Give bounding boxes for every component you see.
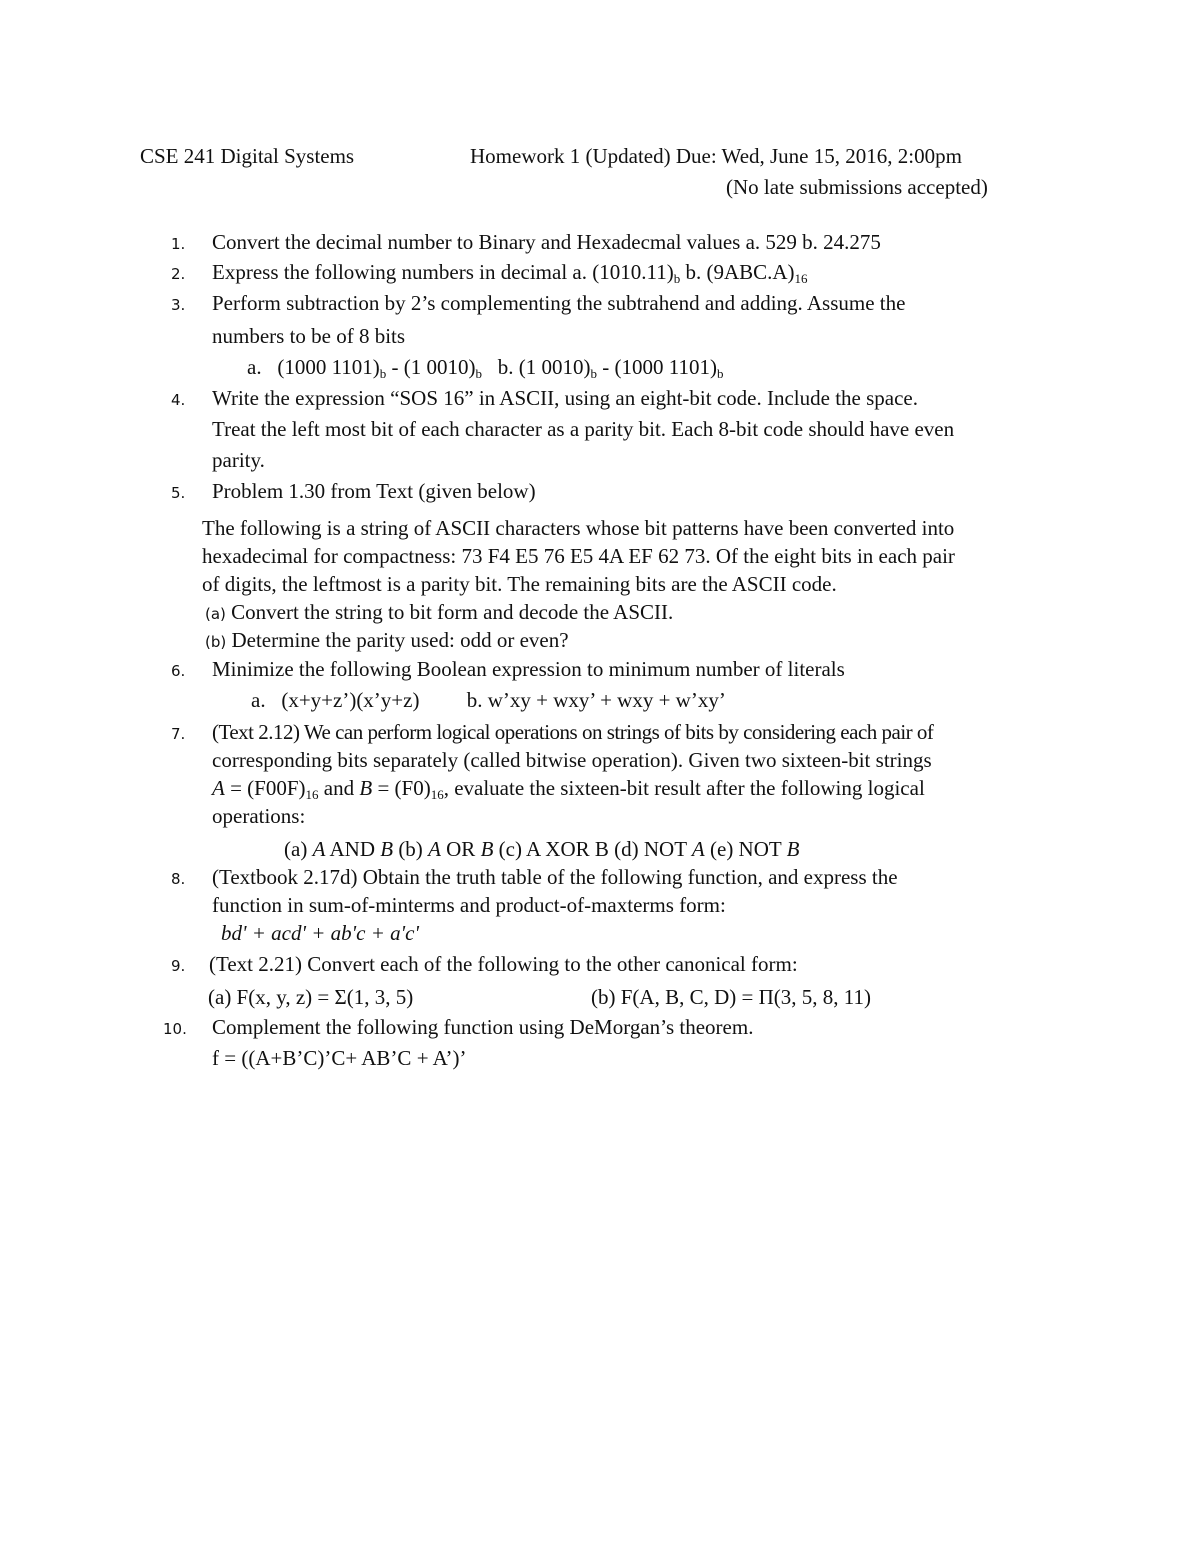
question-text-line-2: Treat the left most bit of each character as a parity bit. Each 8-bit code should have even xyxy=(212,417,955,441)
question-text-line-1: Perform subtraction by 2’s complementing the subtrahend and adding. Assume the xyxy=(212,291,906,315)
question-text: Complement the following function using DeMorgan’s theorem. xyxy=(212,1015,754,1039)
question-number: 8. xyxy=(171,870,186,888)
question-6-parts: a. (x+y+z’)(x’y+z) b. w’xy + wxy’ + wxy + w’xy’ xyxy=(251,688,726,712)
question-number: 7. xyxy=(171,725,186,743)
question-number: 4. xyxy=(171,391,186,409)
question-text: Convert the decimal number to Binary and Hexadecmal values a. 529 b. 24.275 xyxy=(212,230,881,254)
question-text-line-3: parity. xyxy=(212,448,265,472)
question-number: 2. xyxy=(171,265,186,283)
question-number: 6. xyxy=(171,662,186,680)
problem-part-b: (b) Determine the parity used: odd or even? xyxy=(205,628,569,652)
assignment-title: Homework 1 (Updated) Due: Wed, June 15, 2016, 2:00pm xyxy=(470,144,962,168)
question-text: Express the following numbers in decimal a. $(1010.11)_b$ b. $(9ABC.A)_{16}$ xyxy=(212,260,808,286)
question-text-line-2: numbers to be of 8 bits xyxy=(212,324,406,348)
boolean-expression: bd' + acd' + ab'c + a'c' xyxy=(221,921,419,945)
question-text-line-2: function in sum-of-minterms and product-of-maxterms form: xyxy=(212,893,726,917)
question-number: 5. xyxy=(171,484,186,502)
question-text: Minimize the following Boolean expression to minimum number of literals xyxy=(212,657,845,681)
problem-paragraph-line-1: The following is a string of ASCII characters whose bit patterns have been converted into xyxy=(202,516,955,540)
course-title: CSE 241 Digital Systems xyxy=(140,144,355,168)
question-text-line-3: $A = (F00F)_{16}$ and $B = (F0)_{16}$, evaluate the sixteen-bit result after the following logical xyxy=(212,776,925,802)
question-number: 3. xyxy=(171,296,186,314)
canonical-part-b: (b) F(A, B, C, D) = Π(3, 5, 8, 11) xyxy=(591,985,871,1009)
question-number: 9. xyxy=(171,957,186,975)
question-text: (Text 2.21) Convert each of the following to the other canonical form: xyxy=(209,952,798,976)
late-policy-note: (No late submissions accepted) xyxy=(726,175,988,199)
question-text: Problem 1.30 from Text (given below) xyxy=(212,479,536,503)
problem-paragraph-line-3: of digits, the leftmost is a parity bit. The remaining bits are the ASCII code. xyxy=(202,572,837,596)
logical-operations-list: (a) A AND B (b) A OR B (c) A XOR B (d) NOT A (e) NOT B xyxy=(284,837,800,861)
canonical-part-a: (a) F(x, y, z) = Σ(1, 3, 5) xyxy=(208,985,414,1009)
problem-paragraph-line-2: hexadecimal for compactness: 73 F4 E5 76 E5 4A EF 62 73. Of the eight bits in each pair xyxy=(202,544,955,568)
question-3-parts: a. (1000 $1101)_b - (1$ $0010)_b$ b. (1 $0010)_b - (1000$ $1101)_b$ xyxy=(247,355,724,381)
question-text-line-1: (Textbook 2.17d) Obtain the truth table of the following function, and express the xyxy=(212,865,898,889)
question-text-line-2: corresponding bits separately (called bitwise operation). Given two sixteen-bit strings xyxy=(212,748,932,772)
problem-part-a: (a) Convert the string to bit form and decode the ASCII. xyxy=(205,600,674,624)
question-text-line-1: Write the expression “SOS 16” in ASCII, using an eight-bit code. Include the space. xyxy=(212,386,918,410)
question-number: 1. xyxy=(171,235,186,253)
question-text-line-1: (Text 2.12) We can perform logical operations on strings of bits by considering each pair of xyxy=(212,720,934,744)
function-expression: f = ((A+B’C)’C+ AB’C + A’)’ xyxy=(212,1046,467,1070)
question-text-line-4: operations: xyxy=(212,804,306,828)
question-number: 10. xyxy=(163,1020,187,1038)
